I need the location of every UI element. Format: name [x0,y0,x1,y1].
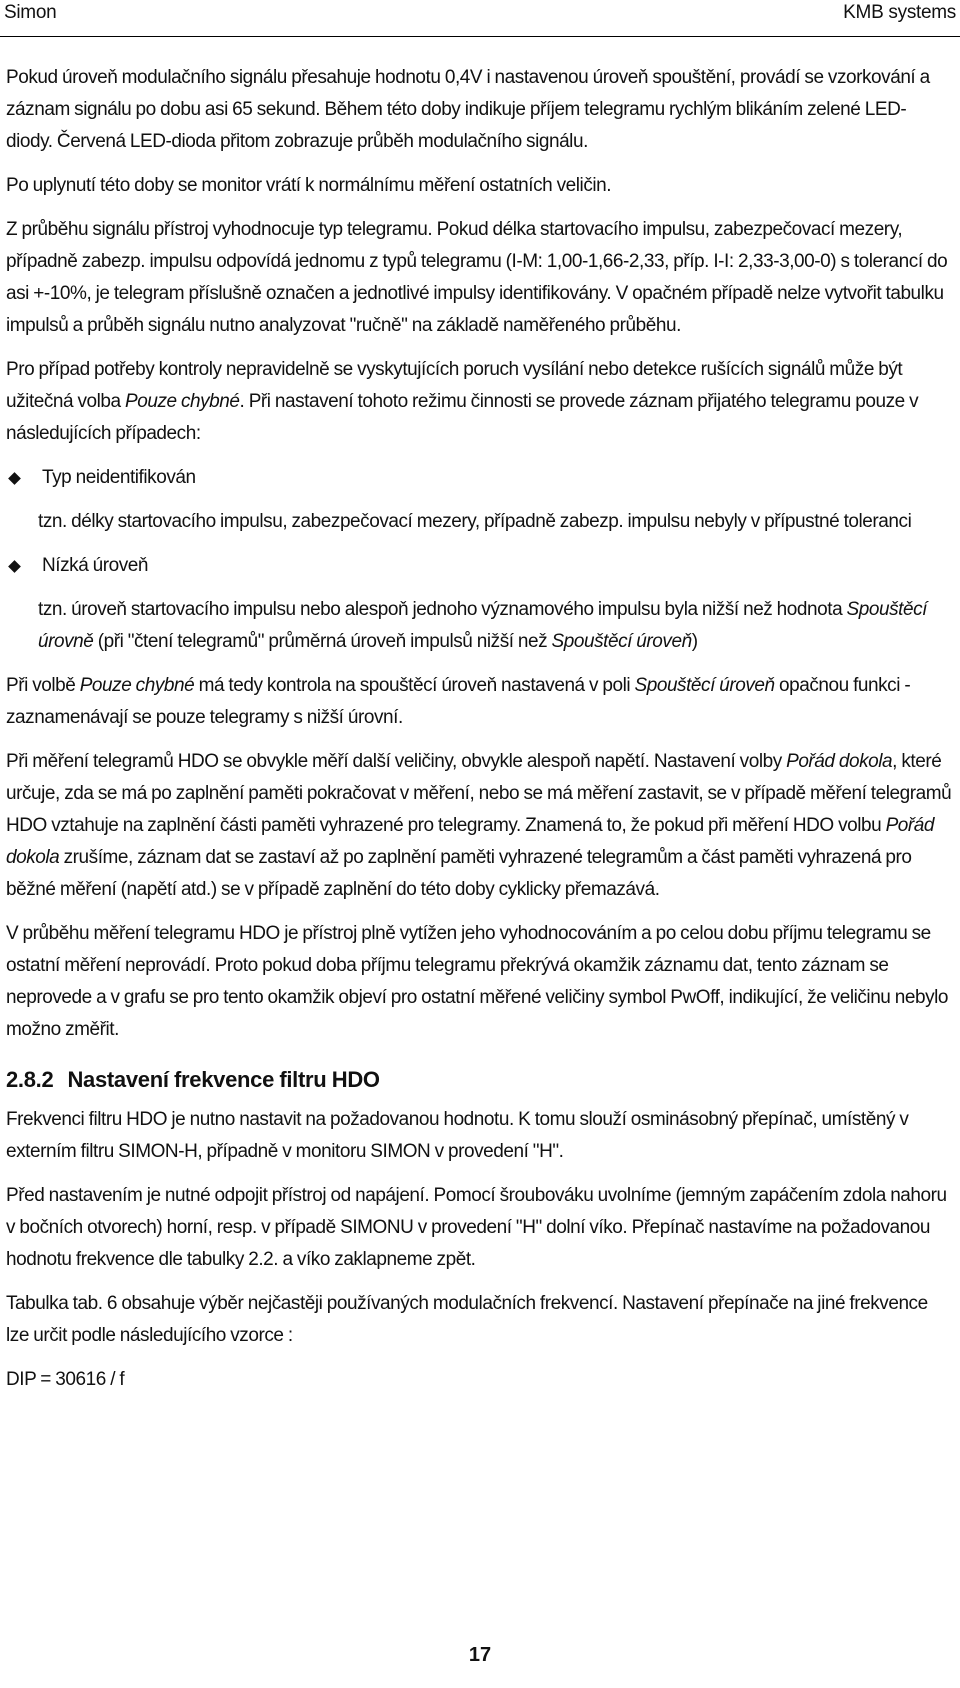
header-right: KMB systems [843,2,956,23]
diamond-bullet-icon [8,560,21,573]
p6-text-a: Při měření telegramů HDO se obvykle měří další veličiny, obvykle alespoň napětí. Nastavení volby [6,751,787,772]
header-left: Simon [4,2,57,23]
p4-text-b: . Při nastavení tohoto režimu činnosti se provede záznam přijatého telegramu pouze v následujících případech: [6,391,919,444]
bullet-2-title: Nízká úroveň [42,555,149,576]
bullet-1-title: Typ neidentifikován [42,467,196,488]
b2-text-a: tzn. úroveň startovacího impulsu nebo alespoň jednoho významového impulsu byla nižší než hodnota [38,599,847,620]
p6-italic-2: Pořád dokola [6,815,935,868]
header-rule [0,36,960,37]
paragraph-7: V průběhu měření telegramu HDO je přístroj plně vytížen jeho vyhodnocováním a po celou dobu příjmu telegramu se ostatní měření neprovádí. Proto pokud doba příjmu telegramu překrývá okamžik záznamu dat, tento záznam se neprovede a v grafu se pro tento okamžik objeví pro ostatní měřené veličiny symbol PwOff, indikující, že veličinu nebylo možno změřit. [6,923,949,1040]
paragraph-1: Pokud úroveň modulačního signálu přesahuje hodnotu 0,4V i nastavenou úroveň spouštění, provádí se vzorkování a záznam signálu po dobu asi 65 sekund. Během této doby indikuje příjem telegramu rychlým blikáním zelené LED-diody. Červená LED-dioda přitom zobrazuje průběh modulačního signálu. [6,67,930,152]
p5-text-c: opačnou funkci - zaznamenávají se pouze telegramy s nižší úrovní. [6,675,911,728]
p5-text-b: má tedy kontrola na spouštěcí úroveň nastavená v poli [194,675,635,696]
b2-text-b: (při "čtení telegramů" průměrná úroveň impulsů nižší než [93,631,552,652]
paragraph-2: Po uplynutí této doby se monitor vrátí k normálnímu měření ostatních veličin. [6,175,612,196]
page-content [6,62,952,1408]
paragraph-9: Před nastavením je nutné odpojit přístroj od napájení. Pomocí šroubováku uvolníme (jemným zapáčením zdola nahoru v bočních otvorech) horní, resp. v případě SIMONU v provedení "H" dolní víko. Přepínač nastavíme na požadovanou hodnotu frekvence dle tabulky 2.2. a víko zaklapneme zpět. [6,1185,947,1270]
section-heading [6,1064,952,1096]
formula: DIP = 30616 / f [6,1369,125,1390]
p6-text-b: , které určuje, zda se má po zaplnění paměti pokračovat v měření, nebo se má měření zastavit, se v případě měření telegramů HDO vztahuje na zaplnění části paměti vyhrazené pro telegramy. Znamená to, že pokud při měření HDO volbu [6,751,952,836]
p6-text-c: zrušíme, záznam dat se zastaví až po zaplnění paměti vyhrazené telegramům a část paměti vyhrazená pro běžné měření (napětí atd.) se v případě zaplnění do této doby cyklicky přemazává. [6,847,912,900]
paragraph-3: Z průběhu signálu přístroj vyhodnocuje typ telegramu. Pokud délka startovacího impulsu, zabezpečovací mezery, případně zabezp. impulsu odpovídá jednomu z typů telegramu (I-M: 1,00-1,66-2,33, příp. I-I: 2,33-3,00-0) s tolerancí do asi +-10%, je telegram příslušně označen a jednotlivé impulsy identifikovány. V opačném případě nelze vytvořit tabulku impulsů a průběh signálu nutno analyzovat "ručně" na základě naměřeného průběhu. [6,219,948,336]
b2-italic-2: Spouštěcí úroveň [551,631,692,652]
bullet-1-text: tzn. délky startovacího impulsu, zabezpečovací mezery, případně zabezp. impulsu nebyly v přípustné toleranci [38,511,912,532]
paragraph-4 [6,354,952,450]
p6-italic-1: Pořád dokola [786,751,893,772]
section-title: Nastavení frekvence filtru HDO [67,1067,380,1092]
paragraph-6 [6,746,952,906]
p5-italic-1: Pouze chybné [79,675,195,696]
p5-text-a: Při volbě [6,675,80,696]
section-number: 2.8.2 [6,1067,54,1092]
p5-italic-2: Spouštěcí úroveň [634,675,775,696]
paragraph-8: Frekvenci filtru HDO je nutno nastavit na požadovanou hodnotu. K tomu slouží osminásobný přepínač, umístěný v externím filtru SIMON-H, případně v monitoru SIMON v provedení "H". [6,1109,909,1162]
bullet-2-text [38,594,952,658]
diamond-bullet-icon [8,472,21,485]
paragraph-10: Tabulka tab. 6 obsahuje výběr nejčastěji používaných modulačních frekvencí. Nastavení přepínače na jiné frekvence lze určit podle následujícího vzorce : [6,1293,928,1346]
bullet-type-unidentified [6,462,952,494]
b2-text-c: ) [691,631,698,652]
page-number: 17 [468,1644,492,1666]
b2-italic-1: Spouštěcí úrovně [38,599,927,652]
p4-text-a: Pro případ potřeby kontroly nepravidelně se vyskytujících poruch vysílání nebo detekce rušících signálů může být užitečná volba [6,359,903,412]
p4-italic: Pouze chybné [125,391,240,412]
paragraph-5 [6,670,952,734]
bullet-low-level [6,550,952,582]
